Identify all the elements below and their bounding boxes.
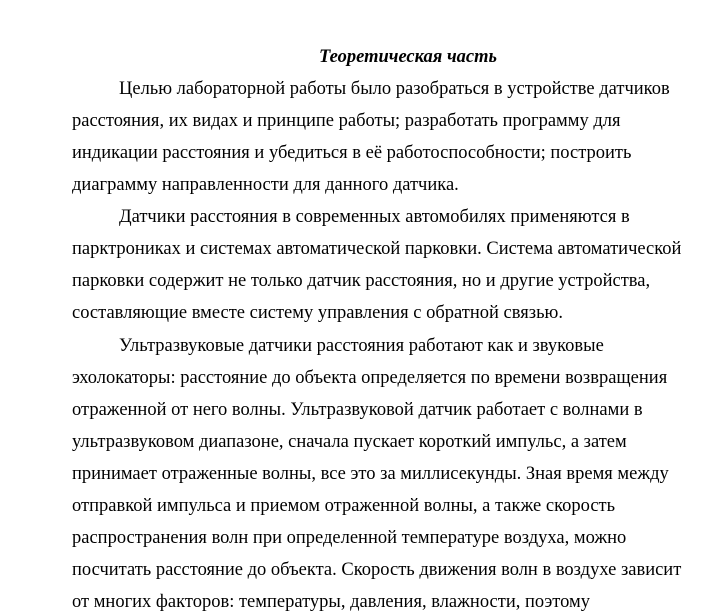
paragraph-3-line-2: эхолокаторы: расстояние до объекта определяется по времени возвращения bbox=[72, 368, 668, 388]
paragraph-2-line-3: парковки содержит не только датчик расстояния, но и другие устройства, bbox=[72, 271, 651, 291]
paragraph-1-line-4: диаграмму направленности для данного датчика. bbox=[72, 175, 459, 195]
paragraph-3-line-3: отраженной от него волны. Ультразвуковой датчик работает с волнами в bbox=[72, 400, 643, 420]
paragraph-3-line-1: Ультразвуковые датчики расстояния работают как и звуковые bbox=[119, 336, 604, 356]
paragraph-2-line-2: парктрониках и системах автоматической парковки. Система автоматической bbox=[72, 239, 682, 259]
paragraph-3-line-7: распространения волн при определенной температуре воздуха, можно bbox=[72, 528, 627, 548]
paragraph-2-line-4: составляющие вместе систему управления с обратной связью. bbox=[72, 303, 563, 323]
paragraph-3-line-6: отправкой импульса и приемом отраженной волны, а также скорость bbox=[72, 496, 616, 516]
paragraph-3-line-5: принимает отраженные волны, все это за миллисекунды. Зная время между bbox=[72, 464, 669, 484]
paragraph-2-line-1: Датчики расстояния в современных автомобилях применяются в bbox=[119, 207, 630, 227]
section-heading: Теоретическая часть bbox=[319, 47, 497, 67]
paragraph-1-line-2: расстояния, их видах и принципе работы; разработать программу для bbox=[72, 111, 621, 131]
paragraph-3-line-9: от многих факторов: температуры, давления, влажности, поэтому bbox=[72, 592, 590, 612]
paragraph-3-line-4: ультразвуковом диапазоне, сначала пускает короткий импульс, а затем bbox=[72, 432, 627, 452]
paragraph-1-line-3: индикации расстояния и убедиться в её работоспособности; построить bbox=[72, 143, 632, 163]
paragraph-1-line-1: Целью лабораторной работы было разобраться в устройстве датчиков bbox=[119, 79, 670, 99]
paragraph-3-line-8: посчитать расстояние до объекта. Скорость движения волн в воздухе зависит bbox=[72, 560, 682, 580]
